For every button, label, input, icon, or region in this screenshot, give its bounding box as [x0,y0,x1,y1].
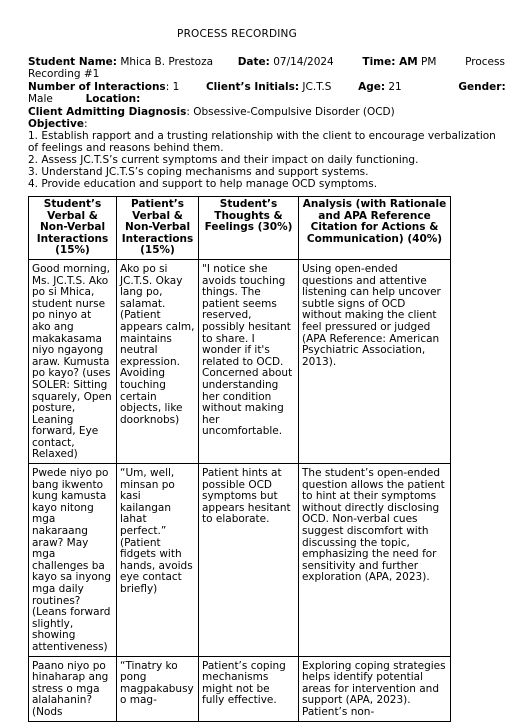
table-cell: “Tinatry ko pong magpakabusy o mag- [117,656,199,721]
table-cell: Exploring coping strategies helps identify potential areas for intervention and support (APA, 2023). Patient’s non- [299,656,451,721]
recording-number: Recording #1 [28,68,100,80]
table-cell: "I notice she avoids touching things. The patient seems reserved, possibly hesitant to share. I wonder if it's related to OCD. Concerned about understanding her condition without making her uncomfortable. [199,259,299,463]
table-cell: Patient hints at possible OCD symptoms but appears hesitant to elaborate. [199,464,299,657]
objective-item: 4. Provide education and support to help manage OCD symptoms. [28,178,378,190]
time-pm: PM [417,56,437,68]
process-label: Process [465,56,505,68]
table-cell: Pwede niyo po bang ikwento kung kamusta kayo nitong mga nakaraang araw? May mga challenges ba kayo sa inyong mga daily routines? (Leans forward slightly, showing attentiveness) [29,464,117,657]
table-header-row [29,197,451,260]
table-cell: Using open-ended questions and attentive listening can help uncover subtle signs of OCD without making the client feel pressured or judged (APA Reference: American Psychiatric Association, 2013). [299,259,451,463]
table-cell: Paano niyo po hinaharap ang stress o mga alalahanin? (Nods [29,656,117,721]
gender-value: Male [28,93,53,105]
age-label: Age: [358,81,386,93]
objective-label: Objective [28,118,84,130]
header-student-interactions: Student’s Verbal & Non-Verbal Interactions (15%) [29,197,117,260]
interactions-value: : 1 [165,81,180,93]
objective-colon: : [83,118,88,130]
table-cell: Patient’s coping mechanisms might not be fully effective. [199,656,299,721]
diagnosis-label: Client Admitting Diagnosis [28,106,187,118]
objective-item: 3. Understand JC.T.S’s coping mechanisms and support systems. [28,166,369,178]
header-student-thoughts: Student’s Thoughts & Feelings (30%) [199,197,299,260]
header-analysis: Analysis (with Rationale and APA Reference Citation for Actions & Communication) (40%) [299,197,451,260]
header-patient-interactions: Patient’s Verbal & Non-Verbal Interactions (15%) [117,197,199,260]
student-name-value: Mhica B. Prestoza [116,56,214,68]
header-line-2 [28,81,506,93]
header-line-1 [28,56,505,68]
time-am: AM [395,56,418,68]
objective-heading [28,118,448,130]
table-cell: The student’s open-ended question allows the patient to hint at their symptoms without directly disclosing OCD. Non-verbal cues suggest discomfort with discussing the topic, emphasizing the need for sensitivity and further exploration (APA, 2023). [299,464,451,657]
initials-label: Client’s Initials: [205,81,300,93]
header-line-3 [28,93,448,105]
diagnosis-value: : Obsessive-Compulsive Disorder (OCD) [186,106,395,118]
table-cell: “Um, well, minsan po kasi kailangan lahat perfect.” (Patient fidgets with hands, avoids eye contact briefly) [117,464,199,657]
student-name-label: Student Name: [28,56,117,68]
table-row [29,259,451,463]
process-recording-table [28,196,451,722]
diagnosis-line [28,106,448,118]
age-value: 21 [385,81,402,93]
time-label: Time: [362,56,396,68]
objective-list [28,130,496,190]
table-row [29,464,451,657]
date-value: 07/14/2024 [269,56,334,68]
table-cell: Good morning, Ms. JC.T.S. Ako po si Mhica, student nurse po ninyo at ako ang makakasama niyo ngayong araw. Kumusta po kayo? (uses SOLER: Sitting squarely, Open posture, Leaning forward, Eye contact, Relaxed) [29,259,117,463]
table-row [29,656,451,721]
document-title: PROCESS RECORDING [177,28,297,40]
objective-item: 1. Establish rapport and a trusting relationship with the client to encourage verbalization [28,130,496,142]
gender-label: Gender: [458,81,506,93]
table-cell: Ako po si JC.T.S. Okay lang po, salamat. (Patient appears calm, maintains neutral expression. Avoiding touching certain objects, like doorknobs) [117,259,199,463]
location-label: Location: [85,93,141,105]
interactions-label: Number of Interactions [28,81,166,93]
objective-item: 2. Assess JC.T.S’s current symptoms and their impact on daily functioning. [28,154,419,166]
objective-item: of feelings and reasons behind them. [28,142,224,154]
initials-value: JC.T.S [299,81,332,93]
date-label: Date: [237,56,270,68]
